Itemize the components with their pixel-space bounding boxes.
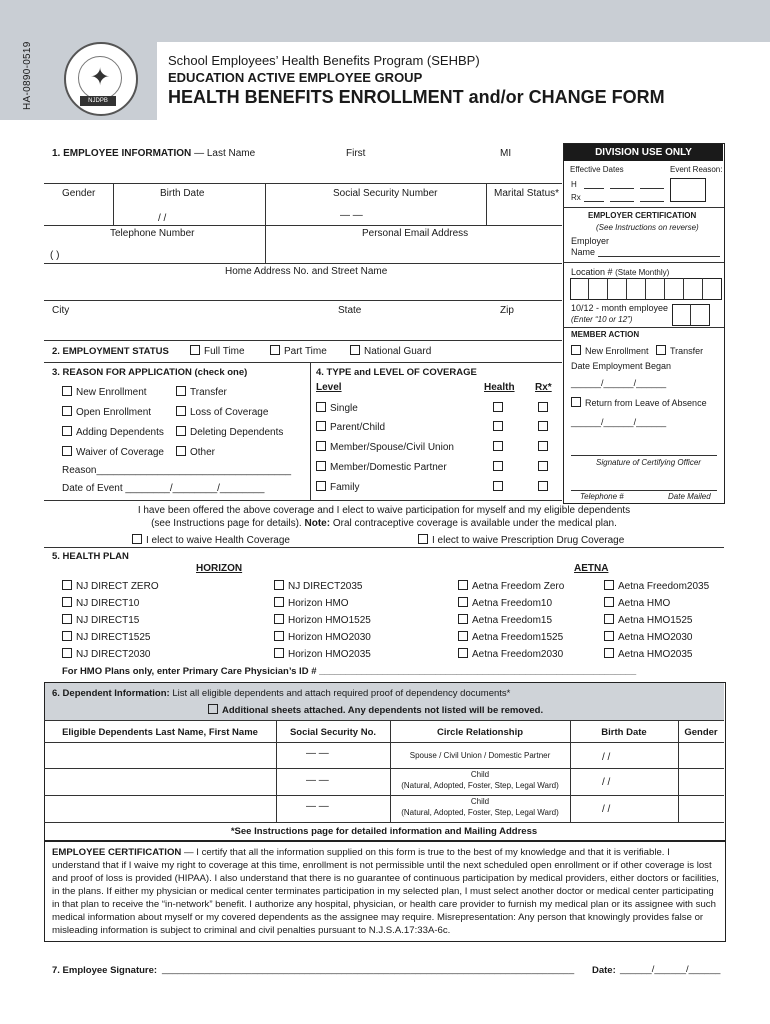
new-enrollment-checkbox[interactable]: New Enrollment (62, 386, 147, 398)
telephone-label: Telephone Number (110, 228, 195, 239)
col-birth-date: Birth Date (601, 727, 647, 738)
signature-date-field[interactable]: ______/______/______ (620, 964, 721, 975)
first-name-label: First (346, 148, 366, 159)
plan-nj-direct15[interactable]: NJ DIRECT15 (62, 614, 139, 626)
dep3-birth-date[interactable]: / / (602, 804, 611, 815)
return-date-field[interactable]: ______/______/______ (571, 417, 667, 427)
plan-nj-direct10[interactable]: NJ DIRECT10 (62, 597, 139, 609)
group-name: EDUCATION ACTIVE EMPLOYEE GROUP (168, 70, 423, 85)
reason-field[interactable]: Reason___________________________________ (62, 465, 292, 476)
address-field[interactable] (44, 300, 562, 301)
health-checkbox-single[interactable] (493, 402, 507, 414)
waive-rx-checkbox[interactable]: I elect to waive Prescription Drug Coverage (418, 534, 624, 546)
plan-aetna-freedom10[interactable]: Aetna Freedom10 (458, 597, 552, 609)
section2-title: 2. EMPLOYMENT STATUS (52, 346, 169, 357)
waive-health-checkbox[interactable]: I elect to waive Health Coverage (132, 534, 290, 546)
plan-aetna-hmo2035[interactable]: Aetna HMO2035 (604, 648, 693, 660)
health-checkbox-family[interactable] (493, 481, 507, 493)
plan-nj-direct1525[interactable]: NJ DIRECT1525 (62, 631, 150, 643)
plan-aetna-hmo[interactable]: Aetna HMO (604, 597, 670, 609)
certifying-officer-signature[interactable] (571, 455, 717, 456)
dep1-relationship[interactable]: Spouse / Civil Union / Domestic Partner (409, 751, 551, 760)
logo-ribbon: NJDPB (80, 96, 116, 106)
other-checkbox[interactable]: Other (176, 446, 215, 458)
pcp-id-field[interactable]: For HMO Plans only, enter Primary Care Physician’s ID # ____________________________________________________________ (62, 666, 637, 677)
level-header: Level (316, 382, 342, 393)
location-field[interactable] (570, 278, 722, 300)
level-member-domestic[interactable]: Member/Domestic Partner (316, 461, 447, 473)
aetna-header: AETNA (574, 563, 609, 574)
rx-checkbox-domestic[interactable] (538, 461, 552, 473)
horizon-header: HORIZON (196, 563, 243, 574)
open-enrollment-checkbox[interactable]: Open Enrollment (62, 406, 151, 418)
mi-label: MI (500, 148, 512, 159)
employer-name-field[interactable] (598, 256, 720, 257)
plan-nj-direct2030[interactable]: NJ DIRECT2030 (62, 648, 150, 660)
program-name: School Employees’ Health Benefits Program (SEHBP) (168, 53, 480, 68)
dep3-child[interactable]: Child (470, 797, 490, 806)
rx-checkbox-parent-child[interactable] (538, 421, 552, 433)
deleting-dependents-checkbox[interactable]: Deleting Dependents (176, 426, 283, 438)
signature-field[interactable]: ______________________________________________________________________________ (162, 964, 575, 975)
div-transfer-checkbox[interactable]: Transfer (656, 345, 703, 356)
telephone-date-mailed-field[interactable] (571, 490, 717, 491)
date-of-event-field[interactable]: Date of Event ________/________/________ (62, 483, 265, 494)
city-state-zip-field[interactable] (44, 340, 562, 341)
instructions-note: *See Instructions page for detailed information and Mailing Address (230, 826, 538, 837)
transfer-checkbox[interactable]: Transfer (176, 386, 227, 398)
health-checkbox-parent-child[interactable] (493, 421, 507, 433)
division-use-title: DIVISION USE ONLY (564, 144, 723, 161)
ssn-field[interactable]: — — (340, 210, 363, 221)
date-employment-began-field[interactable]: ______/______/______ (571, 378, 667, 388)
part-time-checkbox[interactable]: Part Time (270, 345, 327, 357)
plan-horizon-hmo1525[interactable]: Horizon HMO1525 (274, 614, 371, 626)
health-header: Health (484, 382, 515, 393)
plan-aetna-freedom15[interactable]: Aetna Freedom15 (458, 614, 552, 626)
dep2-ssn[interactable]: — — (306, 775, 329, 786)
dep1-birth-date[interactable]: / / (602, 752, 611, 763)
full-time-checkbox[interactable]: Full Time (190, 345, 245, 357)
level-single[interactable]: Single (316, 402, 358, 414)
address-label: Home Address No. and Street Name (225, 266, 388, 277)
waiver-statement-2: (see Instructions page for details). Note: Oral contraceptive coverage is available under the medical plan. (151, 518, 617, 529)
plan-aetna-freedom1525[interactable]: Aetna Freedom1525 (458, 631, 563, 643)
birth-date-label: Birth Date (160, 188, 205, 199)
plan-horizon-hmo2035[interactable]: Horizon HMO2035 (274, 648, 371, 660)
rx-checkbox-family[interactable] (538, 481, 552, 493)
employer-cert-title: EMPLOYER CERTIFICATION (588, 211, 697, 220)
health-checkbox-spouse[interactable] (493, 441, 507, 453)
form-title: HEALTH BENEFITS ENROLLMENT and/or CHANGE FORM (168, 87, 665, 107)
additional-sheets-checkbox[interactable]: Additional sheets attached. Any dependents not listed will be removed. (208, 704, 543, 716)
marital-status-label: Marital Status* (494, 188, 560, 199)
ssn-label: Social Security Number (333, 188, 438, 199)
section5-title: 5. HEALTH PLAN (52, 551, 129, 562)
compass-icon: ✦ (90, 64, 111, 91)
section6-title: 6. Dependent Information: List all eligible dependents and attach required proof of dependency documents* (52, 688, 511, 699)
col-gender: Gender (684, 727, 718, 738)
signature-label: 7. Employee Signature: (52, 965, 158, 976)
date-label: Date: (592, 965, 616, 976)
waiver-statement-1: I have been offered the above coverage and I elect to waive participation for myself and my eligible dependents (137, 505, 631, 516)
level-parent-child[interactable]: Parent/Child (316, 421, 385, 433)
section4-title: 4. TYPE and LEVEL OF COVERAGE (316, 367, 477, 378)
dep2-child-sub: (Natural, Adopted, Foster, Step, Legal Ward) (401, 781, 559, 790)
city-label: City (52, 305, 70, 316)
health-checkbox-domestic[interactable] (493, 461, 507, 473)
waiver-of-coverage-checkbox[interactable]: Waiver of Coverage (62, 446, 164, 458)
birth-date-field[interactable]: / / (158, 213, 167, 224)
telephone-field[interactable]: ( ) (50, 250, 60, 261)
plan-aetna-hmo1525[interactable]: Aetna HMO1525 (604, 614, 693, 626)
loss-of-coverage-checkbox[interactable]: Loss of Coverage (176, 406, 268, 418)
gender-label: Gender (62, 188, 96, 199)
adding-dependents-checkbox[interactable]: Adding Dependents (62, 426, 164, 438)
month-employee-field[interactable] (672, 304, 710, 326)
rx-header: Rx* (535, 382, 552, 393)
section3-title: 3. REASON FOR APPLICATION (check one) (52, 367, 248, 378)
level-member-spouse[interactable]: Member/Spouse/Civil Union (316, 441, 454, 453)
return-loa-checkbox[interactable]: Return from Leave of Absence (571, 397, 707, 408)
col-dependent-name: Eligible Dependents Last Name, First Name (62, 727, 258, 738)
rx-checkbox-spouse[interactable] (538, 441, 552, 453)
dep1-ssn[interactable]: — — (306, 748, 329, 759)
plan-nj-direct-zero[interactable]: NJ DIRECT ZERO (62, 580, 159, 592)
col-relationship: Circle Relationship (436, 727, 524, 738)
dep3-child-sub: (Natural, Adopted, Foster, Step, Legal Ward) (401, 808, 559, 817)
section1-title: 1. EMPLOYEE INFORMATION — Last Name (52, 148, 256, 159)
col-ssn: Social Security No. (289, 727, 377, 738)
rx-checkbox-single[interactable] (538, 402, 552, 414)
plan-nj-direct2035[interactable]: NJ DIRECT2035 (274, 580, 362, 592)
name-field[interactable] (44, 183, 562, 184)
level-family[interactable]: Family (316, 481, 359, 493)
plan-horizon-hmo2030[interactable]: Horizon HMO2030 (274, 631, 371, 643)
zip-label: Zip (500, 305, 514, 316)
div-new-enrollment-checkbox[interactable]: New Enrollment (571, 345, 649, 356)
employee-certification: EMPLOYEE CERTIFICATION — I certify that all the information supplied on this form is true to the best of my knowledge and that it is verifiable. I understand that if I waive my right to coverage at this time, enrollment is not permissible until the next scheduled open enrollment or if other coverage is lost and proof of loss is provided (HIPAA). I also understand that there is no guarantee of continuous participation by medical providers, either doctors or facilities, in the plans. If either my physician or medical center terminates participation in my selected plan, I must select another doctor or medical center participating in that plan to receive the “in-network” benefit. I authorize any hospital, physician, or health care provider to furnish my medical plan or its assignee with such medical information about myself or my covered dependents as the assignee may require. Misrepresentation: Any person that knowingly provides false or misleading information is subject to criminal and civil penalties pursuant to N.J.S.A.17:33A-6c. (52, 847, 719, 936)
email-label: Personal Email Address (362, 228, 469, 239)
plan-aetna-freedom2030[interactable]: Aetna Freedom2030 (458, 648, 563, 660)
plan-aetna-hmo2030[interactable]: Aetna HMO2030 (604, 631, 693, 643)
location-label: Location # (State Monthly) (571, 267, 670, 277)
dep2-birth-date[interactable]: / / (602, 777, 611, 788)
form-number: HA-0890-0519 (22, 41, 33, 110)
plan-aetna-freedom-zero[interactable]: Aetna Freedom Zero (458, 580, 564, 592)
national-guard-checkbox[interactable]: National Guard (350, 345, 431, 357)
state-label: State (338, 305, 362, 316)
plan-horizon-hmo[interactable]: Horizon HMO (274, 597, 349, 609)
event-reason-field[interactable] (670, 178, 706, 202)
dep3-ssn[interactable]: — — (306, 801, 329, 812)
dep2-child[interactable]: Child (470, 770, 490, 779)
plan-aetna-freedom2035[interactable]: Aetna Freedom2035 (604, 580, 709, 592)
